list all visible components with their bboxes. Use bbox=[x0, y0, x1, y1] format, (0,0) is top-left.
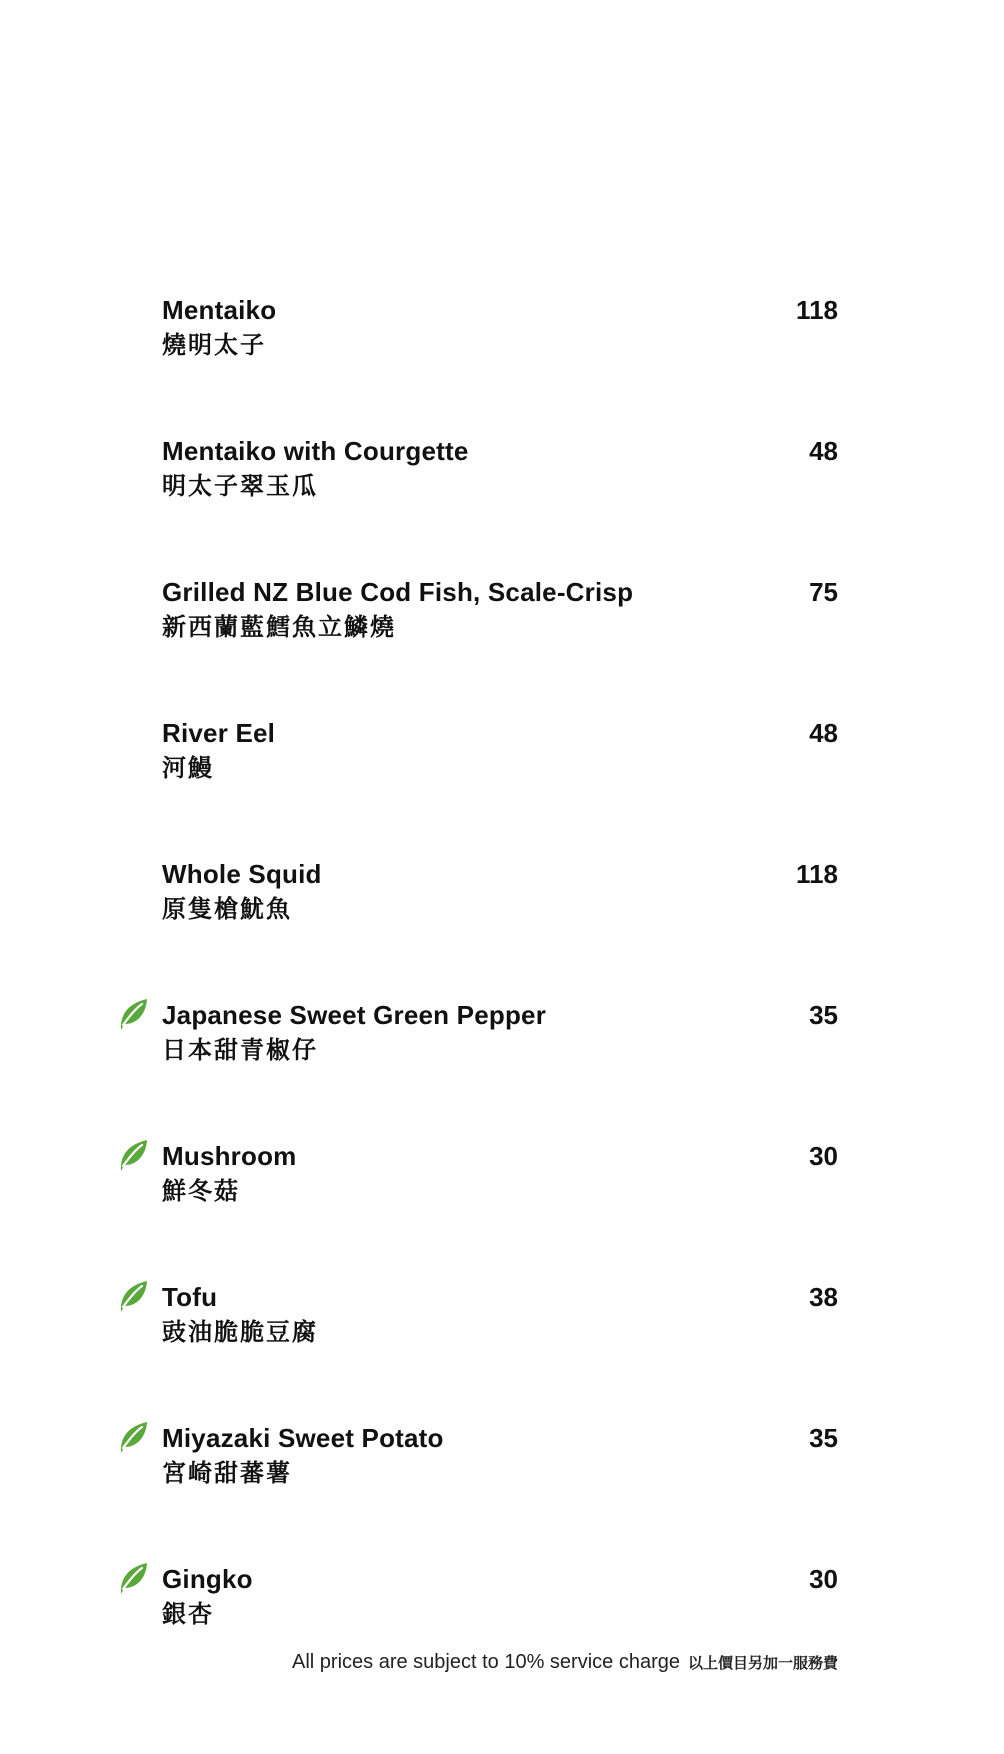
leaf-icon bbox=[118, 1561, 148, 1595]
item-price: 118 bbox=[796, 295, 838, 325]
item-name-en: Japanese Sweet Green Pepper bbox=[162, 1000, 547, 1030]
item-name-en: Mushroom bbox=[162, 1141, 297, 1171]
item-price: 38 bbox=[809, 1282, 838, 1312]
menu-item-mentaiko-courgette bbox=[162, 435, 838, 515]
service-charge-note bbox=[0, 1651, 838, 1674]
leaf-icon bbox=[118, 1138, 148, 1172]
item-price: 30 bbox=[809, 1564, 838, 1594]
item-price: 118 bbox=[796, 859, 838, 889]
service-charge-note-zh: 以上價目另加一服務費 bbox=[687, 1654, 838, 1672]
menu-item-blue-cod bbox=[162, 576, 838, 656]
item-name-zh: 豉油脆脆豆腐 bbox=[162, 1318, 318, 1346]
menu-item-sweet-potato bbox=[162, 1422, 838, 1502]
item-name-zh: 原隻槍魷魚 bbox=[162, 895, 292, 923]
item-name-en: Mentaiko bbox=[162, 295, 277, 325]
item-price: 35 bbox=[809, 1423, 838, 1453]
item-price: 75 bbox=[809, 577, 838, 607]
item-price: 48 bbox=[809, 718, 838, 748]
item-name-en: Whole Squid bbox=[162, 859, 322, 889]
item-name-zh: 明太子翠玉瓜 bbox=[162, 472, 318, 500]
item-price: 35 bbox=[809, 1000, 838, 1030]
menu-item-mentaiko bbox=[162, 294, 838, 374]
item-name-zh: 銀杏 bbox=[162, 1600, 214, 1628]
leaf-icon bbox=[118, 1279, 148, 1313]
item-name-zh: 鮮冬菇 bbox=[162, 1177, 240, 1205]
item-name-zh: 宮崎甜蕃薯 bbox=[162, 1459, 292, 1487]
item-price: 48 bbox=[809, 436, 838, 466]
menu-item-river-eel bbox=[162, 717, 838, 797]
menu-item-whole-squid bbox=[162, 858, 838, 938]
item-price: 30 bbox=[809, 1141, 838, 1171]
leaf-icon bbox=[118, 997, 148, 1031]
menu-item-green-pepper bbox=[162, 999, 838, 1079]
service-charge-note-en: All prices are subject to 10% service charge bbox=[292, 1651, 680, 1673]
item-name-en: Miyazaki Sweet Potato bbox=[162, 1423, 444, 1453]
item-name-en: Mentaiko with Courgette bbox=[162, 436, 469, 466]
item-name-zh: 燒明太子 bbox=[162, 331, 266, 359]
item-name-zh: 河鰻 bbox=[162, 754, 214, 782]
item-name-en: Gingko bbox=[162, 1564, 253, 1594]
item-name-en: Grilled NZ Blue Cod Fish, Scale-Crisp bbox=[162, 577, 634, 607]
leaf-icon bbox=[118, 1420, 148, 1454]
menu-item-tofu bbox=[162, 1281, 838, 1361]
menu-item-mushroom bbox=[162, 1140, 838, 1220]
item-name-en: River Eel bbox=[162, 718, 276, 748]
item-name-zh: 日本甜青椒仔 bbox=[162, 1036, 318, 1064]
menu-item-gingko bbox=[162, 1563, 838, 1643]
item-name-en: Tofu bbox=[162, 1282, 218, 1312]
item-name-zh: 新西蘭藍鱈魚立鱗燒 bbox=[162, 613, 396, 641]
